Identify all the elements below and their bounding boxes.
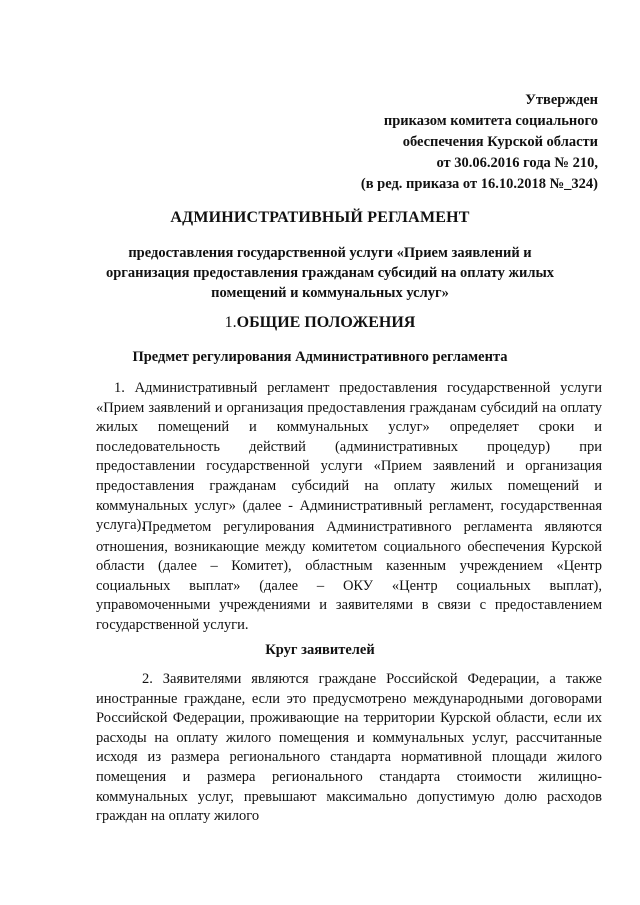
section-number: 1.	[224, 314, 237, 331]
document-title: АДМИНИСТРАТИВНЫЙ РЕГЛАМЕНТ	[170, 209, 470, 226]
paragraph: Предметом регулирования Административного регламента являются отношения, возникающие между комитетом социального обеспечения Курской области (далее – Комитет), областным казенным учреждением «Центр социальных выплат» (далее – ОКУ «Центр социальных выплат), управомоченными учреждениями и заявителями в связи с предоставлением государственной услуги.	[96, 519, 602, 633]
section-title-text: ОБЩИЕ ПОЛОЖЕНИЯ	[236, 314, 416, 331]
approval-line: приказом комитета социального	[383, 113, 598, 129]
approval-line: обеспечения Курской области	[402, 134, 598, 150]
subheading-subject: Предмет регулирования Административного регламента	[132, 349, 508, 365]
approval-block	[361, 90, 598, 195]
paragraph: 2. Заявителями являются граждане Российской Федерации, а также иностранные граждане, если это предусмотрено международными договорами Российской Федерации, проживающие на территории Курской области, если их расходы на оплату жилого помещения и коммунальных услуг, рассчитанные исходя из размера регионального стандарта нормативной площади жилого помещения и размера регионального стандарта стоимости жилищно-коммунальных услуг, превышают максимально допустимую долю расходов граждан на оплату жилого	[96, 671, 602, 825]
subheading-applicants: Круг заявителей	[265, 642, 375, 658]
document-subtitle: предоставления государственной услуги «Прием заявлений и организация предоставления гражданам субсидий на оплату жилых помещений и коммунальных услуг»	[105, 245, 555, 301]
approval-line: от 30.06.2016 года № 210,	[436, 155, 598, 171]
paragraph: 1. Административный регламент предоставления государственной услуги «Прием заявлений и организация предоставления гражданам субсидий на оплату жилых помещений и коммунальных услуг» определяет сроки и последовательность действий (административных процедур) при предоставлении государственной услуги «Прием заявлений и организация предоставления гражданам субсидий на оплату жилых помещений и коммунальных услуг» (далее - Административный регламент, государственная услуга).	[96, 380, 602, 534]
approval-line: Утвержден	[525, 92, 598, 108]
section-heading	[0, 314, 640, 332]
approval-line: (в ред. приказа от 16.10.2018 №_324)	[360, 176, 598, 192]
